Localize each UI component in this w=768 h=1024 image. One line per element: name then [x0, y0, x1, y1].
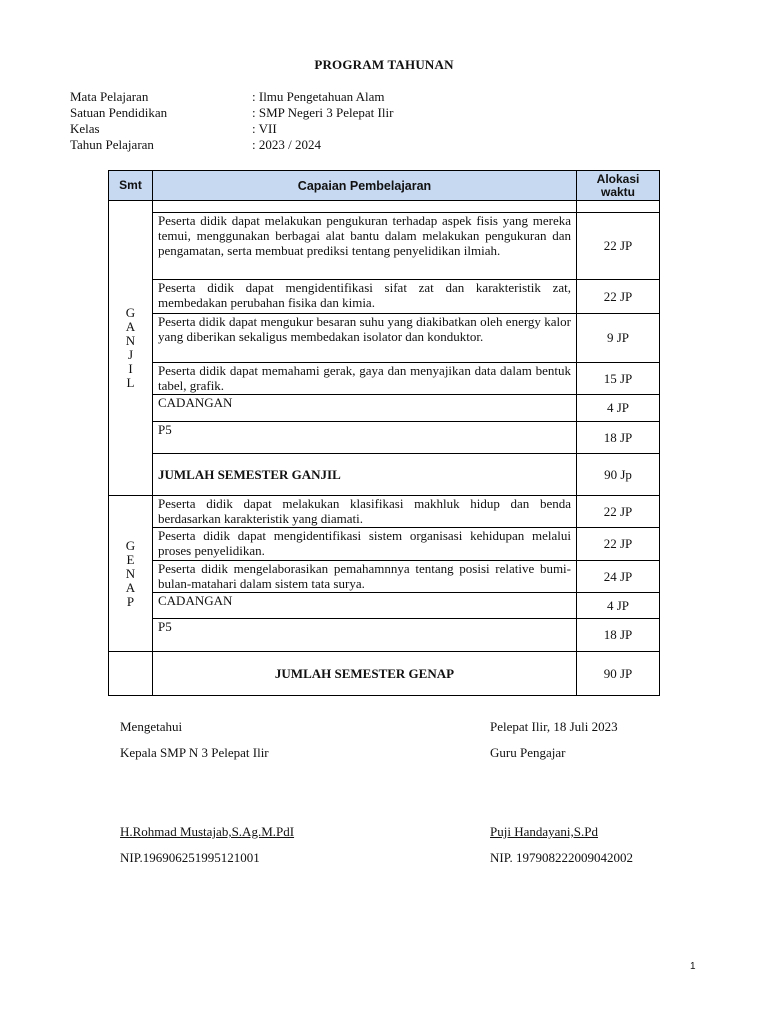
- sig-right-nip: NIP. 197908222009042002: [490, 850, 634, 865]
- capaian-cell: Peserta didik dapat mengidentifikasi sifat zat dan karakteristik zat, membedakan perubahan fisika dan kimia.: [153, 280, 577, 314]
- sig-left-nip: NIP.196906251995121001: [120, 850, 260, 865]
- sig-left-line1: Mengetahui: [120, 719, 183, 734]
- total-row-genap: [109, 652, 660, 696]
- alokasi-cell: 22 JP: [577, 280, 660, 314]
- document-title: PROGRAM TAHUNAN: [314, 57, 454, 72]
- meta-row-school: [70, 105, 393, 121]
- header-alokasi: [577, 171, 660, 201]
- spacer-cell: [577, 201, 660, 213]
- page-number: 1: [690, 961, 696, 972]
- capaian-cell: Peserta didik dapat memahami gerak, gaya dan menyajikan data dalam bentuk tabel, grafik.: [153, 363, 577, 395]
- table-row: [109, 619, 660, 652]
- capaian-cell: Peserta didik dapat mengukur besaran suhu yang diakibatkan oleh energy kalor yang diberikan sekaligus membedakan isolator dan konduktor.: [153, 314, 577, 363]
- sig-right-name: Puji Handayani,S.Pd: [490, 824, 598, 839]
- alokasi-cell: 18 JP: [577, 619, 660, 652]
- table-row: [109, 561, 660, 593]
- header-alokasi-line2: waktu: [600, 184, 635, 199]
- alokasi-cell: 22 JP: [577, 528, 660, 561]
- table-row: [109, 280, 660, 314]
- alokasi-cell: 22 JP: [577, 213, 660, 280]
- total-row-ganjil: [109, 454, 660, 496]
- alokasi-cell: 4 JP: [577, 593, 660, 619]
- meta-row-year: [70, 137, 393, 153]
- header-smt: Smt: [109, 171, 153, 201]
- capaian-cell: CADANGAN: [153, 395, 577, 422]
- table-row: [109, 496, 660, 528]
- total-label: JUMLAH SEMESTER GENAP: [153, 652, 577, 696]
- meta-label: Satuan Pendidikan: [70, 105, 168, 120]
- header-capaian: Capaian Pembelajaran: [153, 171, 577, 201]
- capaian-cell: Peserta didik dapat mengidentifikasi sistem organisasi kehidupan melalui proses penyelidikan.: [153, 528, 577, 561]
- total-value: 90 JP: [577, 652, 660, 696]
- metadata-block: [70, 89, 393, 153]
- table-row: [109, 363, 660, 395]
- total-value: 90 Jp: [577, 454, 660, 496]
- sig-right-line2: Guru Pengajar: [490, 745, 566, 760]
- meta-value: : Ilmu Pengetahuan Alam: [252, 89, 385, 104]
- meta-row-subject: [70, 89, 393, 105]
- table-row-spacer: [109, 201, 660, 213]
- annual-program-table: [108, 170, 660, 696]
- capaian-cell: Peserta didik dapat melakukan pengukuran terhadap aspek fisis yang mereka temui, menggunakan berbagai alat bantu dalam melakukan pengukuran dan pengamatan, serta membuat prediksi tentang penyelidikan ilmiah.: [153, 213, 577, 280]
- sig-left-line2: Kepala SMP N 3 Pelepat Ilir: [120, 745, 269, 760]
- capaian-cell: CADANGAN: [153, 593, 577, 619]
- capaian-cell: P5: [153, 422, 577, 454]
- table-row: [109, 395, 660, 422]
- meta-label: Kelas: [70, 121, 100, 136]
- table-row: [109, 593, 660, 619]
- empty-cell: [109, 652, 153, 696]
- capaian-cell: Peserta didik mengelaborasikan pemahamnnya tentang posisi relative bumi-bulan-matahari dalam sistem tata surya.: [153, 561, 577, 593]
- sig-right-line1: Pelepat Ilir, 18 Juli 2023: [490, 719, 618, 734]
- meta-value: : VII: [252, 121, 277, 136]
- alokasi-cell: 24 JP: [577, 561, 660, 593]
- capaian-cell: Peserta didik dapat melakukan klasifikasi makhluk hidup dan benda berdasarkan karakteristik yang diamati.: [153, 496, 577, 528]
- spacer-cell: [153, 201, 577, 213]
- capaian-cell: P5: [153, 619, 577, 652]
- table-row: [109, 314, 660, 363]
- total-label: JUMLAH SEMESTER GANJIL: [153, 454, 577, 496]
- meta-value: : 2023 / 2024: [252, 137, 321, 152]
- sig-left-name: H.Rohmad Mustajab,S.Ag.M.PdI: [120, 824, 295, 839]
- header-alokasi-line1: Alokasi: [596, 171, 640, 186]
- semester-ganjil-label: G A N J I L: [109, 201, 153, 496]
- meta-label: Tahun Pelajaran: [70, 137, 154, 152]
- meta-row-class: [70, 121, 393, 137]
- meta-value: : SMP Negeri 3 Pelepat Ilir: [252, 105, 394, 120]
- alokasi-cell: 18 JP: [577, 422, 660, 454]
- table-row: [109, 528, 660, 561]
- alokasi-cell: 15 JP: [577, 363, 660, 395]
- alokasi-cell: 9 JP: [577, 314, 660, 363]
- table-row: [109, 422, 660, 454]
- semester-genap-label: G E N A P: [109, 496, 153, 652]
- alokasi-cell: 22 JP: [577, 496, 660, 528]
- table-row: [109, 213, 660, 280]
- alokasi-cell: 4 JP: [577, 395, 660, 422]
- meta-label: Mata Pelajaran: [70, 89, 149, 104]
- table-header-row: [109, 171, 660, 201]
